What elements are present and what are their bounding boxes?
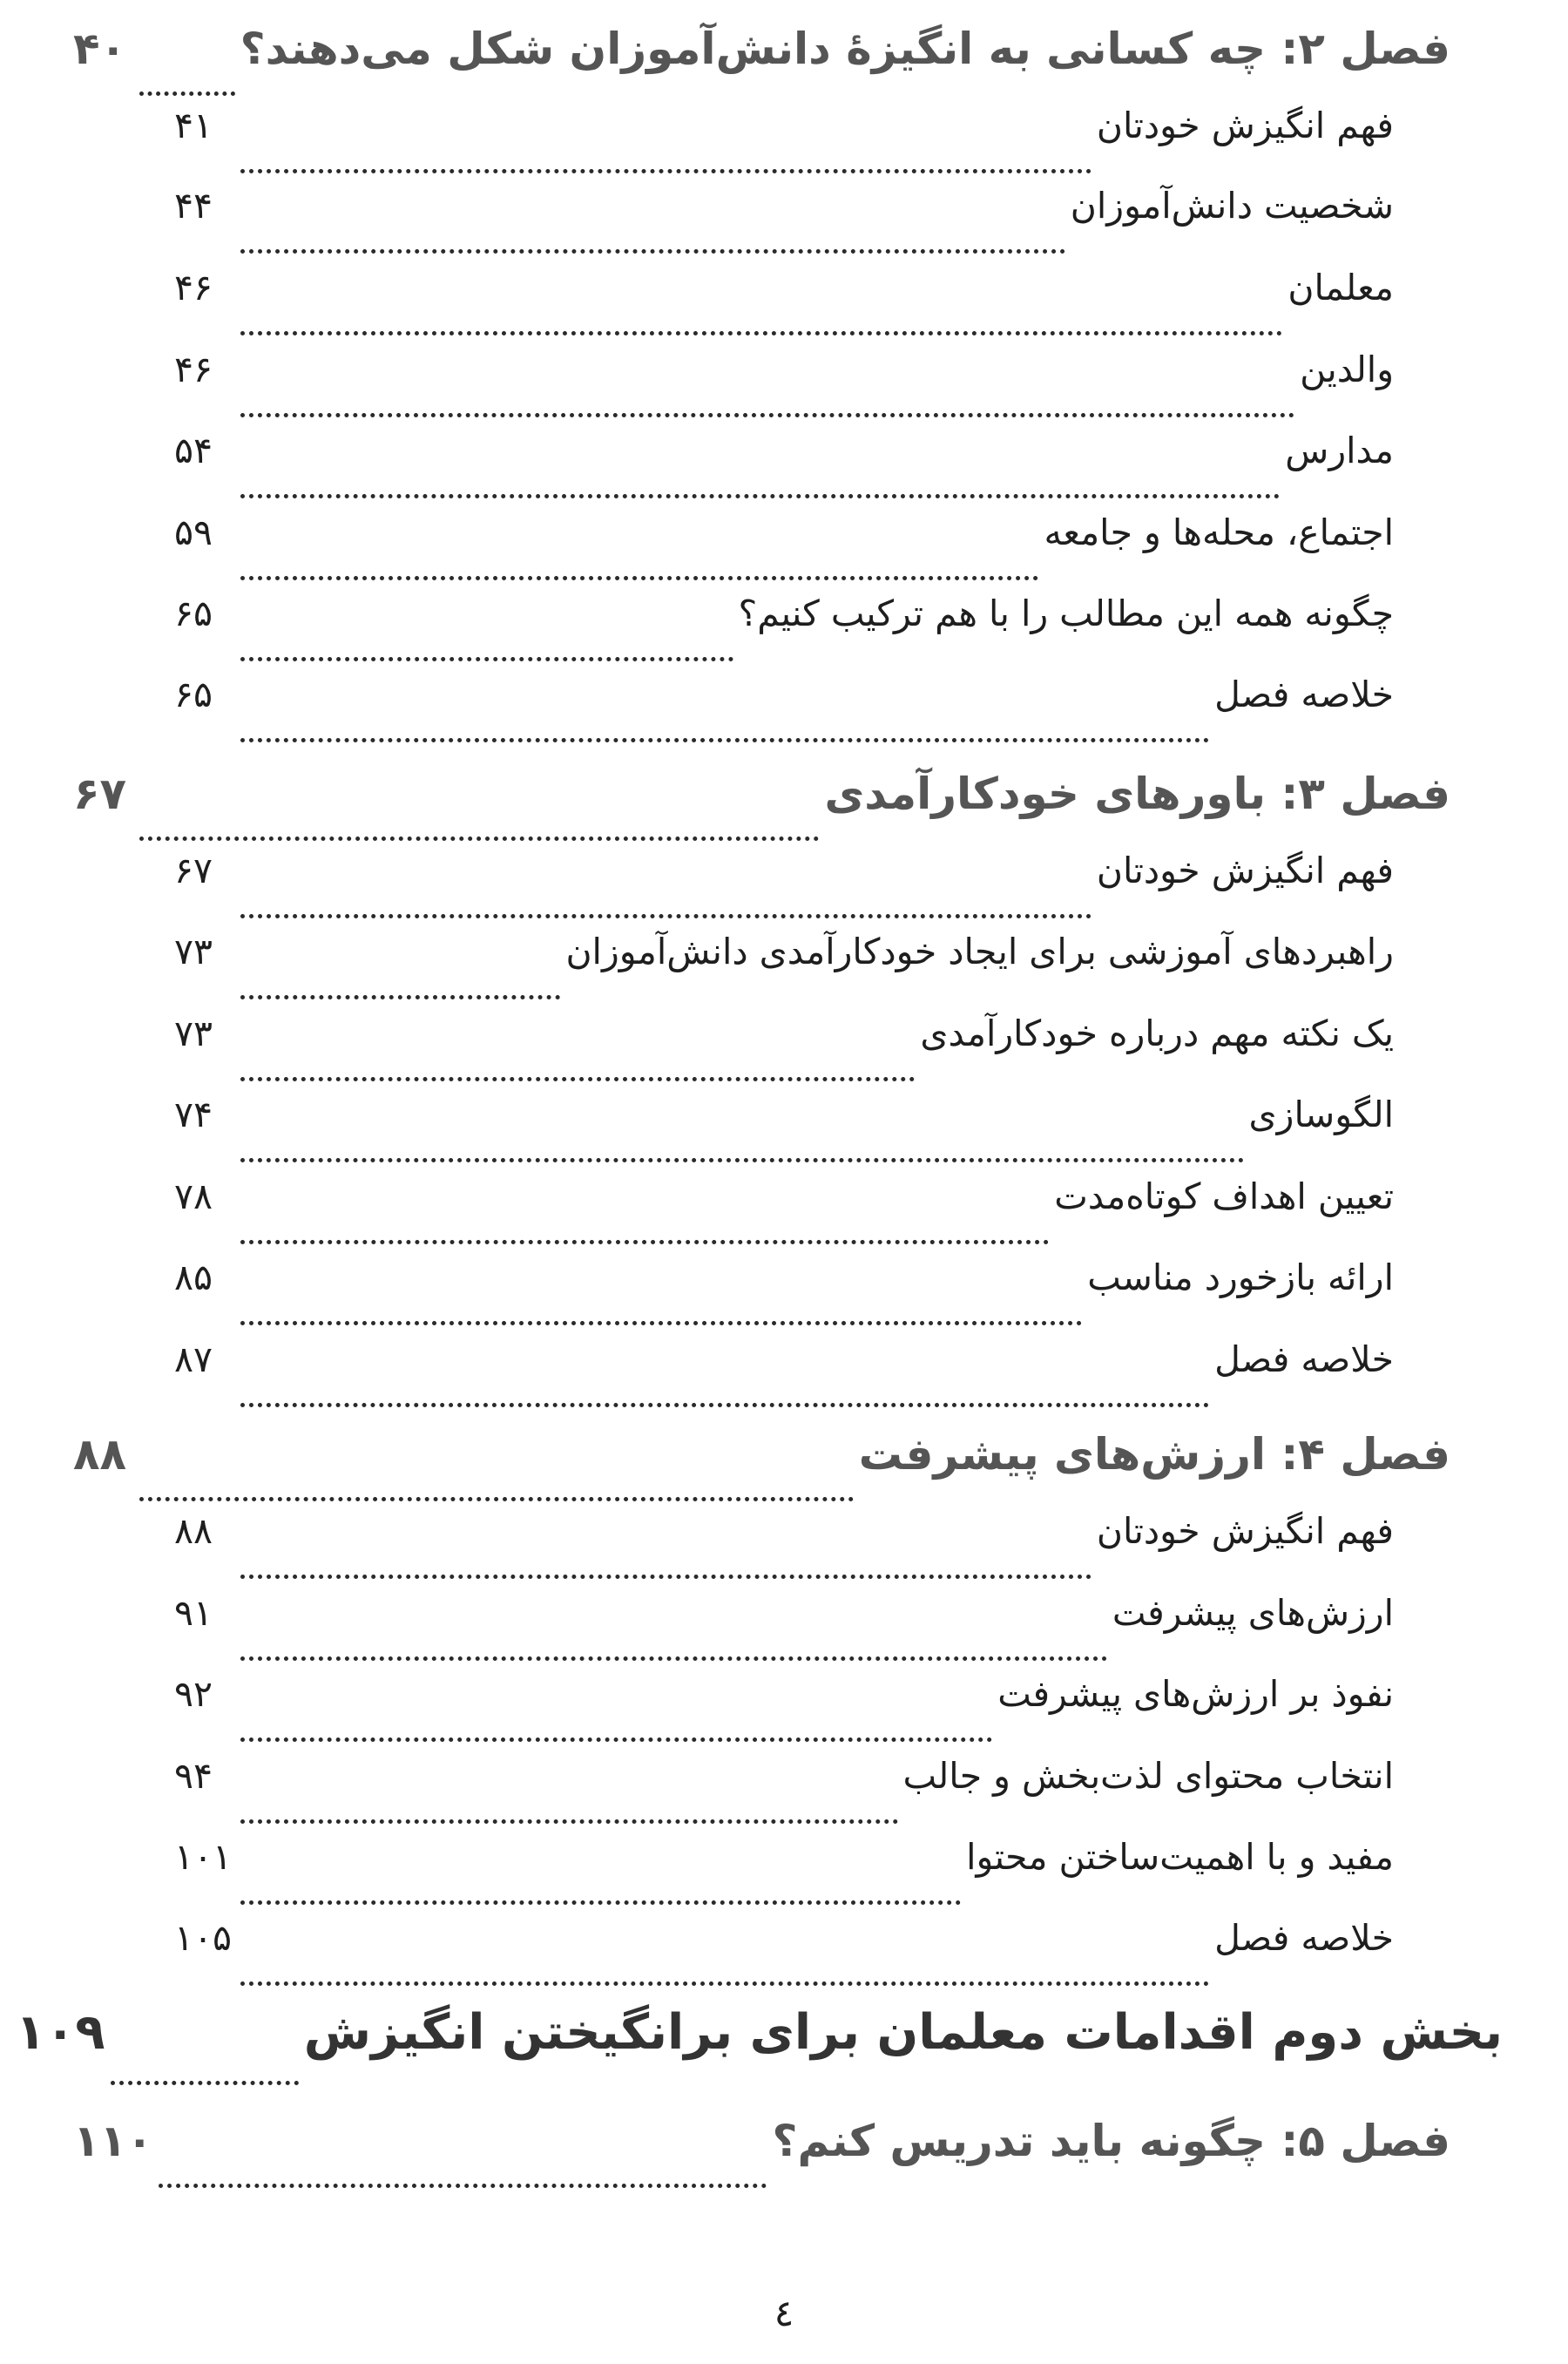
toc-page-number: ۷۴: [174, 1094, 213, 1135]
toc-page-number: ۷۳: [174, 1013, 213, 1054]
toc-title: نفوذ بر ارزش‌های پیشرفت: [997, 1673, 1394, 1715]
dot-leader: [240, 1624, 1107, 1661]
toc-title: فهم انگیزش خودتان: [1096, 850, 1394, 891]
toc-title: فصل ۳: باورهای خودکارآمدی: [824, 769, 1450, 819]
dot-leader: [111, 2036, 299, 2084]
dot-leader: [139, 52, 235, 96]
toc-title: والدین: [1300, 349, 1394, 390]
dot-leader: [240, 963, 560, 999]
dot-leader: [240, 299, 1282, 335]
toc-page-number: ۱۰۹: [16, 2004, 105, 2061]
dot-leader: [240, 137, 1092, 173]
toc-entry[interactable]: [174, 267, 1394, 350]
dot-leader: [240, 1371, 1209, 1407]
toc-entry[interactable]: [174, 1836, 1394, 1920]
toc-title: شخصیت دانش‌آموزان: [1070, 185, 1394, 227]
toc-page-number: ۹۱: [174, 1592, 213, 1634]
dot-leader: [240, 1126, 1244, 1162]
toc-entry[interactable]: [174, 1755, 1394, 1839]
toc-title: معلمان: [1288, 267, 1394, 308]
dot-leader: [240, 1868, 961, 1905]
toc-entry[interactable]: [174, 511, 1394, 595]
toc-entry[interactable]: [174, 430, 1394, 513]
toc-title: تعیین اهداف کوتاه‌مدت: [1054, 1175, 1394, 1217]
toc-entry[interactable]: [174, 1013, 1394, 1096]
toc-page-number: ۵۴: [174, 430, 213, 471]
dot-leader: [139, 797, 819, 841]
toc-page-number: ۴۰: [73, 24, 127, 74]
toc-entry[interactable]: [174, 1094, 1394, 1177]
toc-title: ارزش‌های پیشرفت: [1112, 1592, 1394, 1634]
toc-entry[interactable]: [174, 674, 1394, 757]
toc-title: فهم انگیزش خودتان: [1096, 105, 1394, 146]
dot-leader: [240, 462, 1280, 498]
toc-title: خلاصه فصل: [1214, 1338, 1394, 1380]
toc-entry[interactable]: [174, 1592, 1394, 1676]
toc-page-number: ۱۰۱: [174, 1836, 233, 1878]
toc-page-number: ۹۴: [174, 1755, 213, 1797]
toc-entry[interactable]: [174, 850, 1394, 933]
toc-title: انتخاب محتوای لذت‌بخش و جالب: [902, 1755, 1394, 1797]
toc-chapter-heading[interactable]: [73, 2116, 1450, 2199]
toc-title: چگونه همه این مطالب را با هم ترکیب کنیم؟: [738, 593, 1394, 634]
toc-page-number: ۴۶: [174, 267, 213, 308]
toc-entry[interactable]: [174, 349, 1394, 432]
toc-title: راهبردهای آموزشی برای ایجاد خودکارآمدی دانش‌آموزان: [565, 931, 1394, 972]
toc-title: فهم انگیزش خودتان: [1096, 1510, 1394, 1552]
toc-page-number: ۷۸: [174, 1175, 213, 1217]
dot-leader: [240, 1208, 1049, 1244]
toc-page-number: ۶۷: [174, 850, 213, 891]
dot-leader: [240, 381, 1294, 417]
toc-part-heading[interactable]: [16, 2004, 1503, 2100]
toc-page-number: ۹۲: [174, 1673, 213, 1715]
dot-leader: [139, 1458, 854, 1501]
toc-entry[interactable]: [174, 1338, 1394, 1422]
toc-page-number: ۱۰۵: [174, 1917, 233, 1959]
dot-leader: [159, 2144, 767, 2188]
toc-entry[interactable]: [174, 1673, 1394, 1757]
toc-chapter-heading[interactable]: [73, 769, 1450, 852]
dot-leader: [240, 217, 1065, 254]
dot-leader: [240, 1289, 1082, 1325]
toc-entry[interactable]: [174, 593, 1394, 676]
toc-chapter-heading[interactable]: [73, 1429, 1450, 1513]
toc-entry[interactable]: [174, 1175, 1394, 1259]
dot-leader: [240, 882, 1092, 918]
toc-page-number: ۷۳: [174, 931, 213, 972]
toc-title: خلاصه فصل: [1214, 674, 1394, 715]
dot-leader: [240, 1949, 1209, 1986]
toc-title: مفید و با اهمیت‌ساختن محتوا: [966, 1836, 1394, 1878]
toc-page-number: ۵۹: [174, 511, 213, 553]
toc-page-number: ۶۵: [174, 593, 213, 634]
toc-entry[interactable]: [174, 105, 1394, 188]
toc-entry[interactable]: [174, 931, 1394, 1014]
toc-title: یک نکته مهم درباره خودکارآمدی: [920, 1013, 1394, 1054]
toc-title: اجتماع، محله‌ها و جامعه: [1044, 511, 1394, 553]
toc-title: فصل ۲: چه کسانی به انگیزۀ دانش‌آموزان شکل می‌دهند؟: [240, 24, 1450, 74]
toc-entry[interactable]: [174, 1257, 1394, 1340]
toc-page-number: ۱۱۰: [73, 2116, 153, 2166]
toc-page-number: ۸۸: [174, 1510, 213, 1552]
toc-title: ارائه بازخورد مناسب: [1087, 1257, 1394, 1298]
toc-title: بخش دوم اقدامات معلمان برای برانگیختن انگیزش: [303, 2004, 1503, 2061]
toc-title: خلاصه فصل: [1214, 1917, 1394, 1959]
toc-page-number: ۸۵: [174, 1257, 213, 1298]
toc-page-number: ۴۴: [174, 185, 213, 227]
dot-leader: [240, 625, 733, 661]
toc-page-number: ۸۸: [73, 1429, 127, 1480]
toc-page-number: ۴۶: [174, 349, 213, 390]
dot-leader: [240, 544, 1038, 580]
toc-entry[interactable]: [174, 185, 1394, 268]
toc-chapter-heading[interactable]: [73, 24, 1450, 107]
toc-entry[interactable]: [174, 1510, 1394, 1594]
dot-leader: [240, 1542, 1092, 1579]
toc-page-number: ۶۵: [174, 674, 213, 715]
toc-entry[interactable]: [174, 1917, 1394, 2001]
page-number: ٤: [774, 2292, 794, 2334]
toc-title: الگوسازی: [1248, 1094, 1394, 1135]
dot-leader: [240, 706, 1209, 742]
toc-title: فصل ۴: ارزش‌های پیشرفت: [858, 1429, 1450, 1480]
toc-title: مدارس: [1285, 430, 1394, 471]
dot-leader: [240, 1787, 898, 1824]
toc-page-number: ۴۱: [174, 105, 213, 146]
toc-page-number: ۸۷: [174, 1338, 213, 1380]
dot-leader: [240, 1045, 915, 1081]
toc-title: فصل ۵: چگونه باید تدریس کنم؟: [772, 2116, 1450, 2166]
toc-page-number: ۶۷: [73, 769, 127, 819]
dot-leader: [240, 1705, 992, 1742]
